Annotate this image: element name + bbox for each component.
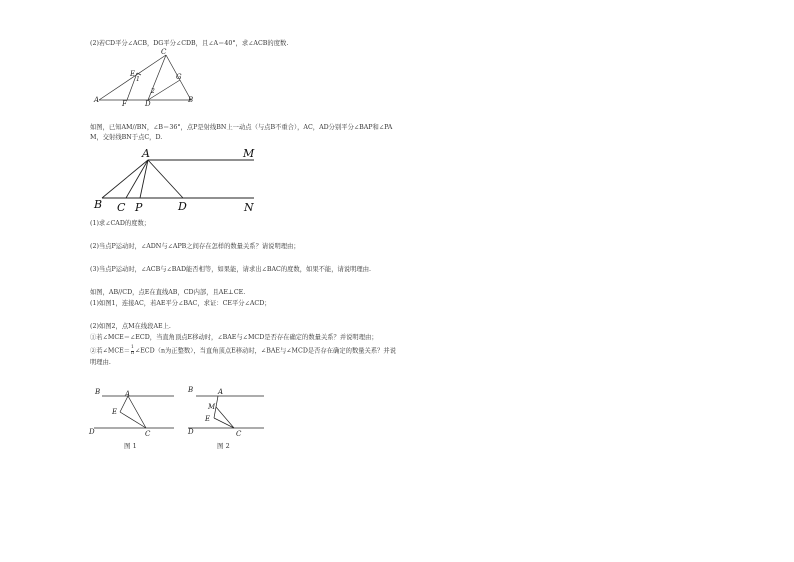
- fig3a-label-D: D: [89, 428, 95, 436]
- fig1-label-1: 1: [136, 76, 140, 83]
- question3-line5: [90, 346, 396, 356]
- question2-sub1: (1)求∠CAD的度数；: [90, 220, 151, 227]
- fraction-numerator: 1: [131, 345, 134, 350]
- fig2-label-M: M: [243, 147, 255, 160]
- fraction-denominator: n: [131, 350, 134, 356]
- fig1-label-G: G: [176, 73, 182, 81]
- fig1-label-F: F: [122, 100, 127, 108]
- fig3a-label-C: C: [145, 430, 151, 438]
- question3-line1: 如图，AB//CD，点E在直线AB，CD内部，且AE⊥CE.: [90, 289, 246, 296]
- fig1-label-D: D: [145, 100, 151, 108]
- fig3b-label-D: D: [188, 428, 194, 436]
- fig2-label-P: P: [135, 201, 143, 214]
- question-part2-text: (2)若CD平分∠ACB，DG平分∠CDB，且∠A＝40°，求∠ACB的度数.: [90, 40, 289, 47]
- question3-line4: ①若∠MCE＝∠ECD，当直角顶点E移动时，∠BAE与∠MCD是否存在确定的数量关系？并说明理由；: [90, 334, 378, 341]
- question2-line2: M，交射线BN于点C，D.: [90, 134, 163, 141]
- fig2-label-C: C: [117, 201, 126, 214]
- fig1-label-A: A: [94, 96, 100, 104]
- fig3b-label-M: M: [208, 403, 216, 411]
- fig3b-label-B: B: [188, 386, 194, 394]
- triangle-figure: [94, 48, 214, 108]
- question3-line6: 明理由.: [90, 359, 111, 366]
- fig2-label-A: A: [142, 147, 150, 160]
- fig3a-label-A: A: [125, 390, 131, 398]
- question3-line3: (2)如图2，点M在线段AE上.: [90, 323, 171, 330]
- question2-sub2: (2)当点P运动时，∠ADN与∠APB之间存在怎样的数量关系？请说明理由；: [90, 243, 300, 250]
- fraction: [131, 346, 134, 356]
- fig1-label-E: E: [130, 70, 136, 78]
- figure-3-1-caption: 图 1: [124, 442, 137, 450]
- fig1-label-C: C: [161, 48, 167, 56]
- q3-line5-pre: ②若∠MCE＝: [90, 347, 131, 355]
- fig2-label-B: B: [94, 198, 103, 211]
- fig2-label-D: D: [178, 200, 187, 213]
- figure-3-2: [188, 390, 278, 440]
- question3-line2: (1)如图1，连接AC，若AE平分∠BAC，求证：CE平分∠ACD；: [90, 300, 271, 307]
- fig3b-label-C: C: [236, 430, 242, 438]
- question2-line1: 如图，已知AM//BN，∠B＝36°，点P是射线BN上一动点（与点B不重合），AC，AD分别平分∠BAP和∠PA: [90, 124, 393, 131]
- fig3a-label-E: E: [112, 408, 118, 416]
- fig3b-label-E: E: [205, 415, 211, 423]
- fig1-label-B: B: [188, 96, 194, 104]
- fig1-label-2: 2: [151, 88, 155, 95]
- fig3b-label-A: A: [218, 388, 224, 396]
- question2-sub3: (3)当点P运动时，∠ACB与∠BAD能否相等，如果能，请求出∠BAC的度数，如果不能，请说明理由.: [90, 266, 371, 273]
- q3-line5-post: ∠ECD（n为正整数），当直角顶点E移动时，∠BAE与∠MCD是否存在确定的数量关系？并说: [134, 347, 397, 355]
- fig3a-label-B: B: [95, 388, 101, 396]
- fig2-label-N: N: [244, 201, 254, 214]
- figure-3-2-caption: 图 2: [217, 442, 230, 450]
- figure-3-1: [94, 390, 184, 440]
